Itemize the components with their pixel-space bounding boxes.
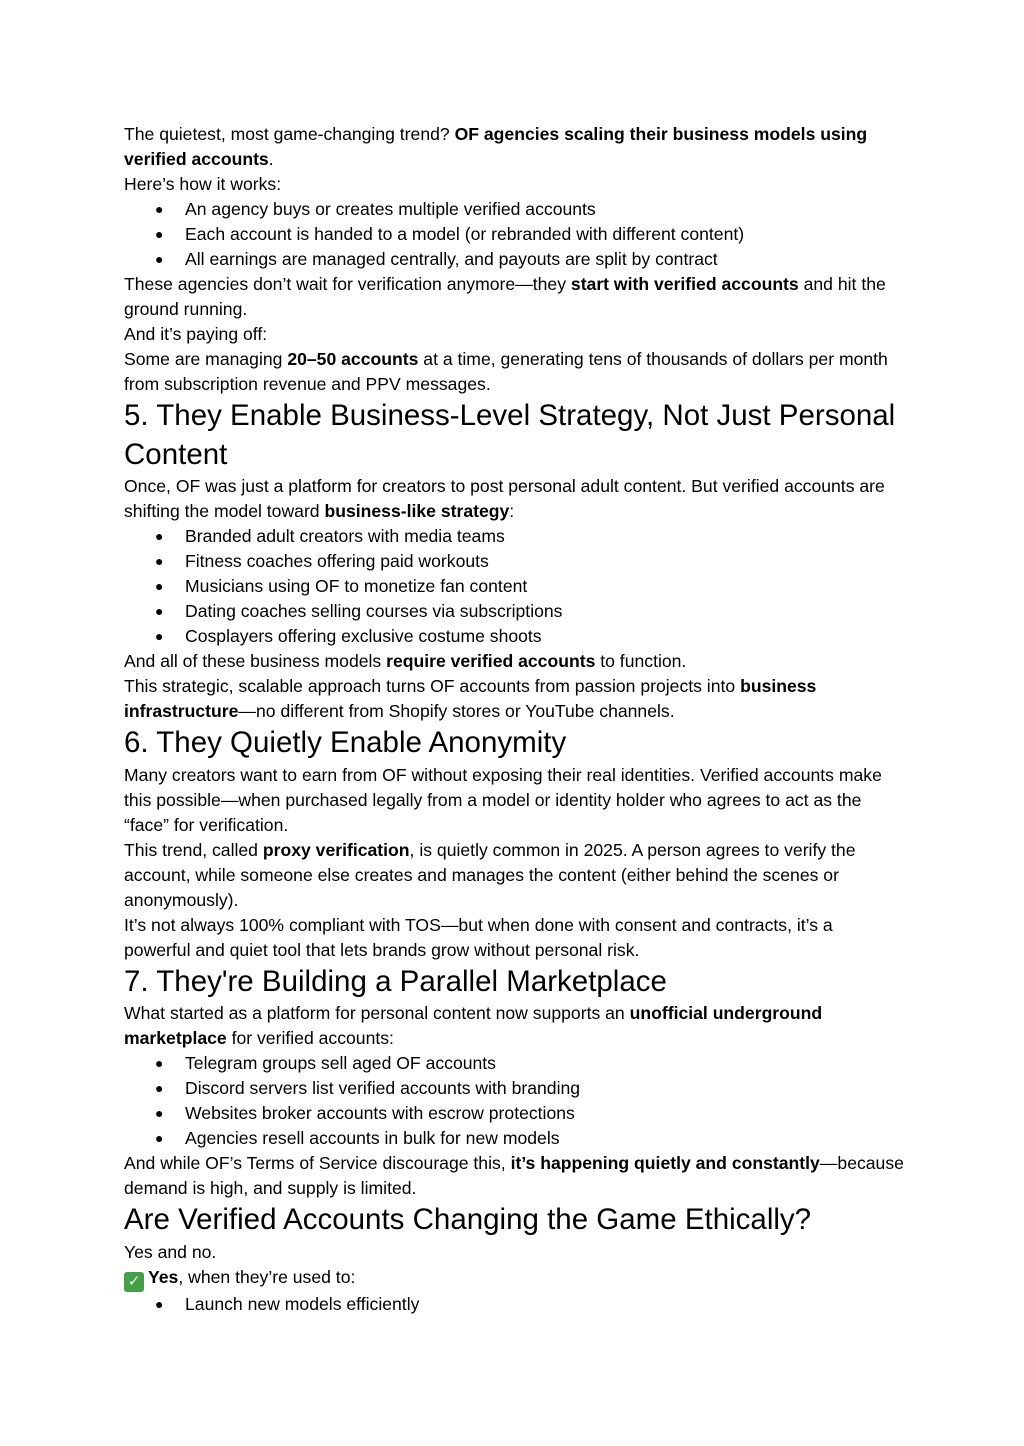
list-item-text: Fitness coaches offering paid workouts [185, 551, 489, 571]
text: , is quietly common in 2025. A person agrees to verify the account, while someone else creates and manages the content (either behind the scenes or anonymously). [124, 839, 856, 910]
paragraph [124, 1151, 904, 1201]
paragraph [124, 1001, 904, 1051]
text: This strategic, scalable approach turns OF accounts from passion projects into [124, 676, 741, 696]
list-item [124, 1051, 904, 1076]
text: , when they’re used to: [178, 1266, 356, 1287]
text: at a time, generating tens of thousands of dollars per month from subscription revenue and PPV messages. [124, 349, 888, 394]
bold-text: require verified accounts [386, 651, 596, 671]
list-item [124, 197, 904, 222]
bold-text: start with verified accounts [570, 274, 799, 294]
bold-text: OF agencies scaling their business models using verified accounts [124, 124, 868, 169]
list-item-text: Dating coaches selling courses via subscriptions [185, 601, 563, 621]
paragraph [124, 272, 904, 322]
text: for verified accounts: [226, 1028, 394, 1048]
text: And while OF’s Terms of Service discourage this, [124, 1153, 511, 1173]
bullet-list [124, 197, 904, 272]
bullet-list [124, 524, 904, 649]
bold-text: Yes [148, 1266, 179, 1287]
bold-text: unofficial underground marketplace [124, 1003, 823, 1048]
paragraph: And it’s paying off: [124, 324, 268, 344]
section-heading: 5. They Enable Business-Level Strategy, Not Just Personal Content [124, 399, 896, 471]
text: —no different from Shopify stores or YouTube channels. [238, 701, 675, 721]
bullet-icon: ● [155, 251, 164, 267]
list-item [124, 247, 904, 272]
bullet-icon: ● [155, 578, 164, 594]
list-item-text: Branded adult creators with media teams [185, 526, 505, 546]
list-item [124, 624, 904, 649]
list-item-text: Websites broker accounts with escrow protections [185, 1103, 575, 1123]
bold-text: it’s happening quietly and constantly [510, 1153, 820, 1173]
list-item [124, 524, 904, 549]
text: Once, OF was just a platform for creators to post personal adult content. But verified accounts are shifting the model toward [124, 476, 885, 521]
paragraph [124, 1265, 904, 1292]
bullet-icon: ● [155, 201, 164, 217]
bold-text: proxy verification [262, 839, 410, 860]
bullet-icon: ● [155, 603, 164, 619]
bullet-icon: ● [155, 1055, 164, 1071]
list-item [124, 1292, 904, 1317]
paragraph [124, 347, 904, 397]
text: : [509, 501, 515, 521]
list-item [124, 549, 904, 574]
paragraph [124, 838, 904, 913]
list-item-text: All earnings are managed centrally, and payouts are split by contract [185, 249, 718, 269]
section-heading: 6. They Quietly Enable Anonymity [124, 726, 567, 759]
section-heading: Are Verified Accounts Changing the Game Ethically? [124, 1203, 812, 1236]
paragraph [124, 674, 904, 724]
text: Some are managing [124, 349, 288, 369]
text: —because demand is high, and supply is limited. [124, 1153, 904, 1198]
list-item-text: Agencies resell accounts in bulk for new models [185, 1128, 560, 1148]
text: And all of these business models [124, 651, 387, 671]
paragraph [124, 122, 904, 172]
list-item [124, 574, 904, 599]
bold-text: 20–50 accounts [287, 349, 419, 369]
document-body [124, 122, 904, 1317]
bullet-icon: ● [155, 1295, 164, 1312]
list-item-text: An agency buys or creates multiple verified accounts [185, 199, 596, 219]
paragraph [124, 649, 904, 674]
text: to function. [595, 651, 687, 671]
section-heading: 7. They're Building a Parallel Marketplace [124, 964, 667, 998]
bullet-icon: ● [155, 528, 164, 544]
paragraph: It’s not always 100% compliant with TOS—but when done with consent and contracts, it’s a powerful and quiet tool that lets brands grow without personal risk. [124, 914, 833, 960]
check-mark-icon: ✓ [124, 1272, 144, 1292]
list-item-text: Cosplayers offering exclusive costume shoots [185, 626, 542, 646]
bullet-icon: ● [155, 226, 164, 242]
bullet-icon: ● [155, 628, 164, 644]
bullet-icon: ● [155, 1105, 164, 1121]
list-item-text: Launch new models efficiently [185, 1293, 420, 1314]
list-item [124, 599, 904, 624]
list-item-text: Each account is handed to a model (or rebranded with different content) [185, 224, 745, 244]
paragraph: Many creators want to earn from OF without exposing their real identities. Verified accounts make this possible—when purchased legally from a model or identity holder who agrees to act as the “face” for verification. [124, 764, 882, 835]
list-item-text: Discord servers list verified accounts with branding [185, 1078, 581, 1098]
list-item-text: Musicians using OF to monetize fan content [185, 576, 528, 596]
text: . [268, 149, 274, 169]
text: The quietest, most game-changing trend? [124, 124, 455, 144]
text: What started as a platform for personal content now supports an [124, 1003, 630, 1023]
list-item [124, 1101, 904, 1126]
paragraph: Here’s how it works: [124, 174, 282, 194]
bold-text: business-like strategy [324, 501, 510, 521]
bullet-icon: ● [155, 1130, 164, 1146]
bullet-list [124, 1051, 904, 1151]
bullet-list [124, 1292, 904, 1317]
list-item-text: Telegram groups sell aged OF accounts [185, 1053, 496, 1073]
bullet-icon: ● [155, 1080, 164, 1096]
text: This trend, called [124, 839, 263, 860]
list-item [124, 1126, 904, 1151]
list-item [124, 1076, 904, 1101]
bullet-icon: ● [155, 553, 164, 569]
bold-text: business infrastructure [124, 676, 817, 721]
paragraph: Yes and no. [124, 1241, 217, 1262]
list-item [124, 222, 904, 247]
paragraph [124, 474, 904, 524]
text: These agencies don’t wait for verification anymore—they [124, 274, 571, 294]
text: and hit the ground running. [124, 274, 886, 319]
